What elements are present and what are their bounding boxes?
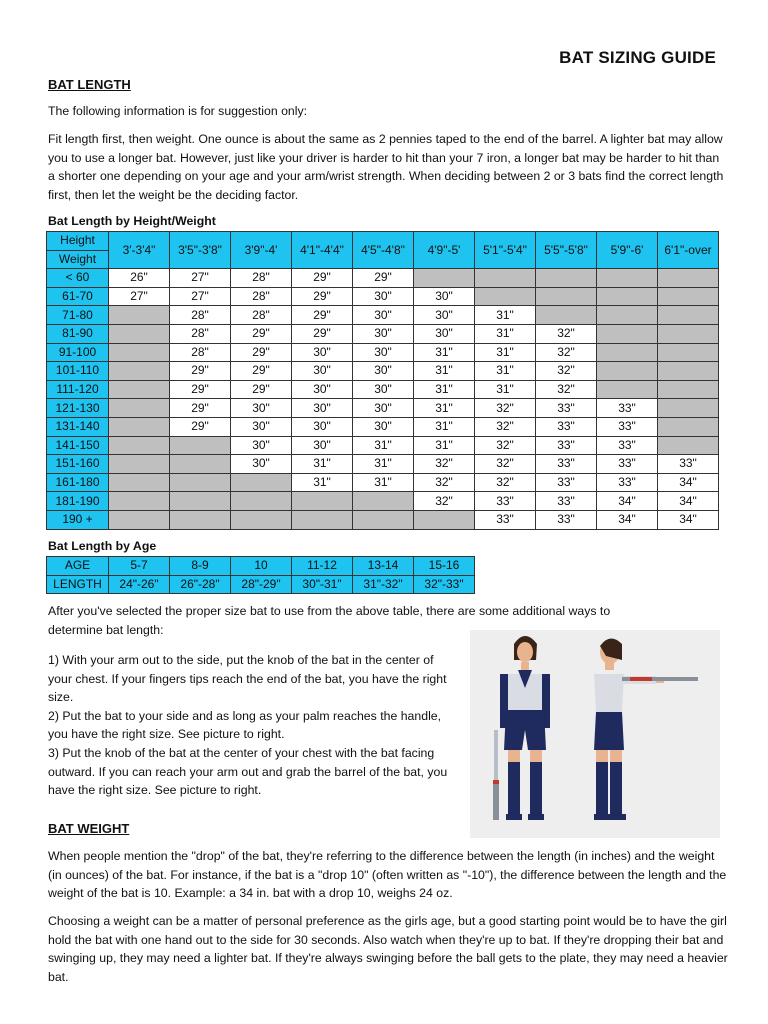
bat-length-cell: 30"	[231, 455, 292, 474]
empty-cell	[597, 324, 658, 343]
empty-cell	[658, 287, 719, 306]
empty-cell	[231, 510, 292, 529]
empty-cell	[109, 362, 170, 381]
bat-length-cell: 33"	[536, 510, 597, 529]
bat-length-cell: 31"	[475, 306, 536, 325]
table-row	[47, 380, 719, 399]
empty-cell	[414, 510, 475, 529]
bat-length-cell: 34"	[658, 492, 719, 511]
table-row	[47, 492, 719, 511]
empty-cell	[109, 380, 170, 399]
empty-cell	[170, 510, 231, 529]
bat-length-cell: 33"	[597, 455, 658, 474]
height-header-cell: 3'9"-4'	[231, 232, 292, 269]
weight-label-cell: Weight	[47, 250, 109, 269]
age-cell: 15-16	[414, 557, 475, 576]
bat-length-paragraph: Fit length first, then weight. One ounce is about the same as 2 pennies taped to the end of the barrel. A lighter bat may allow you to use a longer bat. However, just like your driver is harder to hit than your 7 iron, a longer bat may be harder to hit than a shorter one depending on your age and your arm/wrist strength. When deciding between 2 or 3 bats find the correct length first, then let the weight be the deciding factor.	[48, 132, 724, 202]
bat-length-cell: 30"	[353, 324, 414, 343]
age-cell: 10	[231, 557, 292, 576]
bat-length-cell: 29"	[231, 343, 292, 362]
empty-cell	[536, 306, 597, 325]
bat-length-cell: 34"	[658, 510, 719, 529]
height-label-cell: Height	[47, 232, 109, 251]
bat-length-cell: 34"	[597, 510, 658, 529]
bat-length-cell: 31"	[353, 473, 414, 492]
step-3: 3) Put the knob of the bat at the center of your chest with the bat facing outward. If you can reach your arm out and grab the barrel of the bat, you have the right size. See picture to right.	[48, 745, 448, 798]
empty-cell	[109, 399, 170, 418]
bat-length-cell: 31"	[414, 436, 475, 455]
height-row-1	[47, 232, 719, 251]
bat-length-cell: 30"	[353, 399, 414, 418]
bat-length-cell: 29"	[292, 324, 353, 343]
height-header-cell: 6'1"-over	[658, 232, 719, 269]
weight-cell: 141-150	[47, 436, 109, 455]
empty-cell	[109, 417, 170, 436]
bat-length-cell: 28"	[231, 269, 292, 288]
table-row	[47, 269, 719, 288]
bat-length-cell: 30"	[353, 343, 414, 362]
weight-cell: 161-180	[47, 473, 109, 492]
bat-length-cell: 33"	[658, 455, 719, 474]
length-cell: 26"-28"	[170, 575, 231, 594]
bat-length-cell: 30"	[292, 417, 353, 436]
height-header-cell: 5'5"-5'8"	[536, 232, 597, 269]
bat-length-cell: 31"	[475, 343, 536, 362]
table-row	[47, 510, 719, 529]
empty-cell	[597, 306, 658, 325]
bat-length-cell: 27"	[170, 269, 231, 288]
table-row	[47, 455, 719, 474]
empty-cell	[536, 269, 597, 288]
empty-cell	[658, 324, 719, 343]
bat-length-cell: 28"	[170, 343, 231, 362]
bat-length-cell: 30"	[414, 324, 475, 343]
bat-length-cell: 32"	[536, 324, 597, 343]
empty-cell	[414, 269, 475, 288]
table-row	[47, 343, 719, 362]
weight-cell: 111-120	[47, 380, 109, 399]
table-row	[47, 436, 719, 455]
bat-length-cell: 26"	[109, 269, 170, 288]
bat-length-cell: 29"	[170, 362, 231, 381]
empty-cell	[475, 269, 536, 288]
empty-cell	[109, 492, 170, 511]
empty-cell	[658, 417, 719, 436]
bat-length-heading: BAT LENGTH	[48, 77, 131, 92]
bat-length-cell: 33"	[536, 417, 597, 436]
table-row	[47, 306, 719, 325]
length-steps	[48, 651, 458, 800]
bat-length-cell: 30"	[414, 306, 475, 325]
height-header-cell: 4'5"-4'8"	[353, 232, 414, 269]
step-1: 1) With your arm out to the side, put the knob of the bat in the center of your chest. If your fingers tips reach the end of the bat, you have the right size.	[48, 653, 447, 705]
empty-cell	[292, 510, 353, 529]
bat-length-cell: 31"	[414, 380, 475, 399]
bat-length-cell: 30"	[353, 306, 414, 325]
empty-cell	[109, 473, 170, 492]
bat-length-cell: 34"	[658, 473, 719, 492]
bat-length-cell: 33"	[536, 399, 597, 418]
weight-cell: 71-80	[47, 306, 109, 325]
bat-length-cell: 31"	[414, 399, 475, 418]
bat-length-cell: 30"	[292, 380, 353, 399]
weight-cell: 91-100	[47, 343, 109, 362]
bat-length-cell: 30"	[231, 399, 292, 418]
length-cell: 32"-33"	[414, 575, 475, 594]
bat-length-cell: 30"	[414, 287, 475, 306]
empty-cell	[231, 492, 292, 511]
bat-length-cell: 32"	[414, 492, 475, 511]
step-2: 2) Put the bat to your side and as long as your palm reaches the handle, you have the right size. See picture to right.	[48, 708, 442, 742]
empty-cell	[658, 436, 719, 455]
bat-length-cell: 33"	[597, 417, 658, 436]
bat-length-cell: 31"	[414, 362, 475, 381]
age-table	[46, 556, 475, 594]
bat-length-cell: 29"	[353, 269, 414, 288]
bat-length-cell: 31"	[414, 343, 475, 362]
height-weight-caption: Bat Length by Height/Weight	[48, 214, 216, 228]
bat-length-cell: 32"	[414, 473, 475, 492]
bat-length-cell: 29"	[231, 380, 292, 399]
empty-cell	[170, 455, 231, 474]
bat-weight-paragraph-1: When people mention the "drop" of the bat, they're referring to the difference between the length (in inches) and the weight (in ounces) of the bat. For instance, if the bat is a "drop 10" (often written as "-10"), the difference between the length and the weight of the bat is 10. Example: a 34 in. bat with a drop 10, weighs 24 oz.	[48, 849, 727, 900]
height-header-cell: 5'9"-6'	[597, 232, 658, 269]
empty-cell	[658, 362, 719, 381]
length-cell: 28"-29"	[231, 575, 292, 594]
table-row	[47, 324, 719, 343]
table-row	[47, 417, 719, 436]
bat-length-cell: 30"	[353, 380, 414, 399]
age-cell: 5-7	[109, 557, 170, 576]
empty-cell	[109, 510, 170, 529]
bat-length-cell: 29"	[292, 306, 353, 325]
bat-length-cell: 30"	[353, 417, 414, 436]
bat-length-cell: 29"	[231, 324, 292, 343]
age-cell: 13-14	[353, 557, 414, 576]
empty-cell	[475, 287, 536, 306]
empty-cell	[170, 492, 231, 511]
age-cell: 8-9	[170, 557, 231, 576]
bat-length-cell: 33"	[536, 492, 597, 511]
empty-cell	[597, 269, 658, 288]
bat-length-cell: 29"	[170, 399, 231, 418]
empty-cell	[109, 436, 170, 455]
height-header-cell: 3'5"-3'8"	[170, 232, 231, 269]
bat-length-cell: 31"	[353, 455, 414, 474]
bat-length-cell: 32"	[475, 436, 536, 455]
empty-cell	[109, 455, 170, 474]
bat-length-cell: 30"	[231, 417, 292, 436]
weight-cell: 151-160	[47, 455, 109, 474]
bat-length-cell: 29"	[292, 287, 353, 306]
bat-length-cell: 27"	[109, 287, 170, 306]
bat-length-cell: 30"	[292, 343, 353, 362]
bat-length-cell: 28"	[231, 287, 292, 306]
bat-length-cell: 29"	[170, 417, 231, 436]
length-cell: 30"-31"	[292, 575, 353, 594]
weight-cell: 81-90	[47, 324, 109, 343]
bat-length-cell: 33"	[597, 473, 658, 492]
height-header-cell: 5'1"-5'4"	[475, 232, 536, 269]
bat-length-cell: 30"	[292, 399, 353, 418]
weight-cell: 121-130	[47, 399, 109, 418]
empty-cell	[109, 306, 170, 325]
height-header-cell: 4'9"-5'	[414, 232, 475, 269]
bat-length-cell: 30"	[292, 362, 353, 381]
height-header-cell: 4'1"-4'4"	[292, 232, 353, 269]
bat-length-cell: 33"	[597, 436, 658, 455]
empty-cell	[658, 399, 719, 418]
empty-cell	[536, 287, 597, 306]
bat-weight-heading: BAT WEIGHT	[48, 821, 130, 836]
empty-cell	[658, 306, 719, 325]
bat-length-cell: 32"	[536, 362, 597, 381]
empty-cell	[170, 436, 231, 455]
bat-length-cell: 27"	[170, 287, 231, 306]
weight-cell: 131-140	[47, 417, 109, 436]
table-row	[47, 362, 719, 381]
age-row	[47, 557, 475, 576]
bat-length-cell: 33"	[536, 436, 597, 455]
bat-length-cell: 32"	[475, 473, 536, 492]
empty-cell	[658, 269, 719, 288]
age-label-cell: AGE	[47, 557, 109, 576]
bat-length-cell: 29"	[292, 269, 353, 288]
bat-length-cell: 31"	[475, 362, 536, 381]
bat-length-cell: 32"	[475, 455, 536, 474]
page-title: BAT SIZING GUIDE	[559, 48, 716, 67]
bat-length-cell: 28"	[231, 306, 292, 325]
bat-length-cell: 32"	[475, 399, 536, 418]
bat-weight-paragraph-2: Choosing a weight can be a matter of personal preference as the girls age, but a good starting point would be to have the girl hold the bat with one hand out to the side for 30 seconds. Also watch when they're up to bat. If they're dropping their bat and swinging up, they may need a lighter bat. If they're always swinging before the ball gets to the plate, they may need a heavier bat.	[48, 914, 728, 984]
bat-length-cell: 32"	[475, 417, 536, 436]
bat-length-cell: 32"	[414, 455, 475, 474]
empty-cell	[597, 380, 658, 399]
bat-length-cell: 33"	[597, 399, 658, 418]
bat-length-cell: 33"	[475, 492, 536, 511]
bat-length-cell: 31"	[353, 436, 414, 455]
intro-text: The following information is for suggestion only:	[48, 104, 308, 118]
bat-length-cell: 28"	[170, 324, 231, 343]
empty-cell	[109, 343, 170, 362]
bat-length-cell: 32"	[536, 343, 597, 362]
weight-cell: 61-70	[47, 287, 109, 306]
height-header-cell: 3'-3'4"	[109, 232, 170, 269]
empty-cell	[292, 492, 353, 511]
bat-length-cell: 30"	[231, 436, 292, 455]
empty-cell	[353, 510, 414, 529]
bat-length-cell: 31"	[475, 380, 536, 399]
bat-length-cell: 31"	[414, 417, 475, 436]
table-row	[47, 287, 719, 306]
table-row	[47, 399, 719, 418]
weight-cell: 190 +	[47, 510, 109, 529]
length-label-cell: LENGTH	[47, 575, 109, 594]
weight-cell: 181-190	[47, 492, 109, 511]
bat-length-cell: 29"	[231, 362, 292, 381]
empty-cell	[658, 380, 719, 399]
length-cell: 31"-32"	[353, 575, 414, 594]
length-cell: 24"-26"	[109, 575, 170, 594]
bat-length-cell: 30"	[353, 287, 414, 306]
bat-length-cell: 31"	[475, 324, 536, 343]
bat-length-cell: 33"	[536, 455, 597, 474]
bat-sizing-photo	[470, 630, 720, 838]
empty-cell	[658, 343, 719, 362]
additional-intro: After you've selected the proper size bat to use from the above table, there are some additional ways to determine bat length:	[48, 604, 611, 637]
weight-cell: 101-110	[47, 362, 109, 381]
length-row	[47, 575, 475, 594]
empty-cell	[597, 287, 658, 306]
bat-length-cell: 29"	[170, 380, 231, 399]
bat-length-cell: 34"	[597, 492, 658, 511]
empty-cell	[353, 492, 414, 511]
bat-length-cell: 31"	[292, 455, 353, 474]
empty-cell	[597, 362, 658, 381]
bat-length-cell: 30"	[292, 436, 353, 455]
bat-length-cell: 31"	[292, 473, 353, 492]
empty-cell	[170, 473, 231, 492]
bat-length-cell: 33"	[475, 510, 536, 529]
table-row	[47, 473, 719, 492]
age-caption: Bat Length by Age	[48, 539, 157, 553]
bat-length-cell: 28"	[170, 306, 231, 325]
bat-length-cell: 33"	[536, 473, 597, 492]
weight-cell: < 60	[47, 269, 109, 288]
empty-cell	[231, 473, 292, 492]
empty-cell	[597, 343, 658, 362]
age-cell: 11-12	[292, 557, 353, 576]
bat-length-cell: 32"	[536, 380, 597, 399]
bat-length-cell: 30"	[353, 362, 414, 381]
height-weight-table	[46, 231, 719, 530]
empty-cell	[109, 324, 170, 343]
